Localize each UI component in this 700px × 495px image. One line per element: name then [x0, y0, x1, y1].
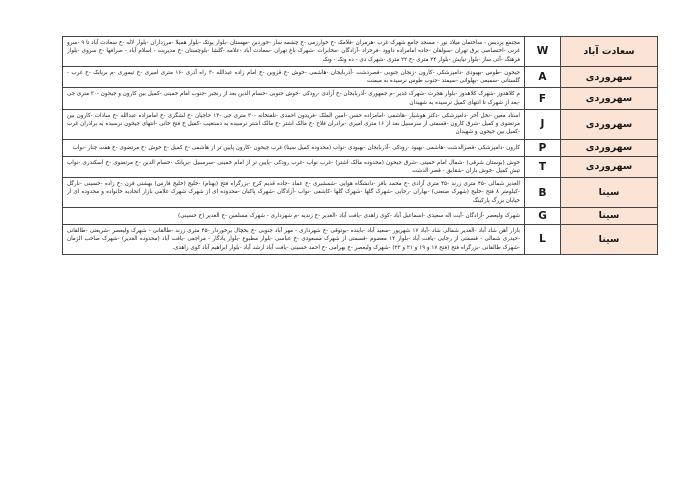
table-row — [63, 88, 658, 110]
table-row — [63, 139, 658, 156]
area-list-cell: مجتمع پردیس - ساختمان میلاد نور - مسجد جامع شهرک غرب -هرمزان -فلامک -خ خوارزمی -خ چشمه ساز -خوردین -مهستان -بلوار پونک -بلوار همیلا -مرزداران -بلوار لاله -خ سعادت آباد تا ۹ -سرو غربی -اختصاصی برق تهران -سولقان -جاده امامزاده داوود -فرحزاد -آزادگان -مخابرات -شهرک باغ تهران -سعادت آباد -علامه -گلشا -بلوچستان -خ مدیریت - اسلام آباد - صرافها -خ سروی -بلوار فرهنگ -آتی ساز -بلوار نیایش -بلوار ۲۴ متری -خ ۲۲ متری -شهرک دی - ده ونک - ونک — [63, 37, 525, 67]
table-row — [63, 109, 658, 139]
region-name-cell: سهروردی — [561, 139, 658, 156]
zone-code-cell: B — [525, 178, 561, 208]
area-list-cell: جیحون -طوس -بهبودی -دامپزشکی -کارون -زنجان جنوبی -قصردشت -آذربایجان -هاشمی -خوش -خ قزوین -خ امام زاده عبدالله -۳ راه آذری -۱۶ متری امیری -خ تیموری -م بریانک -خ غرب - گلستانی -سمیعی -بهلوانی -سیمتد -جنوب طوس نرسیده به میمنت — [63, 66, 525, 88]
area-list-cell: الغدیر شمالی -۴۵ متری زرند -۴۵ متری آزادی -خ محمد باقر -دانشگاه هوایی -شمشیری -خ عماد -جاده قدیم کرج -بزرگراه فتح (بهنام) -خلیج (خلیج فارس) بهشتی قرن -خ زاده -حسینی -نارگل -کیلومتر ۸ فتح -خلیج (شهرک صنعتی) -بهاران -رجایی -شهرک گلها -شهرک گلها -کاشفی -نواب -آزادگان -شهرک پاکبان -محدوده ای از شهرک شهرک غلامی بازار اتحادیه خانواده و محدوده ای از خیابان بزرگ پارکینگ — [63, 178, 525, 208]
zone-code-cell: A — [525, 66, 561, 88]
table-row — [63, 178, 658, 208]
table-row — [63, 66, 658, 88]
zone-code-cell: L — [525, 224, 561, 254]
area-list-cell: م کلاهدوز -شهرک کلاهدوز -بلوار هجرت -شهرک غدیر -م جمهوری -آذربایجان -خ آزادی -رودکی -خوش جنوبی -حسام الدین بعد از رنجبر -جنوب امام خمینی -کمیل بین کارون و جیحون -۳۰ متری جی -بعد از شهرک تا انتهای کمیل نرسیده به شهیدان — [63, 88, 525, 110]
table-row — [63, 156, 658, 178]
table-row — [63, 207, 658, 224]
region-name-cell: سینا — [561, 207, 658, 224]
zone-code-cell: P — [525, 139, 561, 156]
region-name-cell: سهروردی — [561, 109, 658, 139]
service-areas-table — [62, 36, 658, 255]
area-list-cell: کارون -دامپزشکی -قصرالدشت -هاشمی -بهبود -رودکی -آذربایجان -بهبودی -نواب (محدوده کمیل سینا) غرب جیحون -کارون پایین تر از هاشمی -خ کمیل -خ خوش -خ مرتضوی -خ هفت چنار -نواب — [63, 139, 525, 156]
region-name-cell: سهروردی — [561, 66, 658, 88]
area-list-cell: شهرک ولیعصر -آزادگان -آیت اله سعیدی -اسماعیل آباد -کوی زاهدی -یافت آباد -الغدیر -خ زندیه -م شهرداری - شهرک مسلمین -خ الغدیر (خ حسینی) — [63, 207, 525, 224]
table-body — [63, 37, 658, 255]
region-name-cell: سهروردی — [561, 88, 658, 110]
table-row — [63, 37, 658, 67]
zone-code-cell: J — [525, 109, 561, 139]
area-list-cell: خوش (بوستان شرقی) -شمال امام خمینی -شرق جیحون (محدوده مالک اشتر) -غرب نواب -غرب رودکی -پایین تر از امام خمینی -سرسبیل -بریانک -حسام الدین -خ مرتضوی -خ اسکندری -نواب تیش کمیل -خوش باران -شقایق - قصر الدشت — [63, 156, 525, 178]
region-name-cell: سعادت آباد — [561, 37, 658, 67]
region-name-cell: سهروردی — [561, 156, 658, 178]
zone-code-cell: F — [525, 88, 561, 110]
zone-code-cell: T — [525, 156, 561, 178]
zone-code-cell: W — [525, 37, 561, 67]
zone-code-cell: G — [525, 207, 561, 224]
area-list-cell: بازار آهن شاد آباد -الغدیر شمالی شاد -آباد ۱۷ شهریور -سعید آباد -بابنده -بوتوقی -خ شهرداری - مهر آباد جنوبی -خ بخچال برخوردار -۴۵ متری زرند -طالقانی - شهرک ولیعصر -شریعتی -طالقانی -حیدری شمالی - قسمتی از رجایی -یافت آباد -بلوار ۱۴ معصوم -قسمتی از شهرک مسعودی -خ عباسی -بلوار مطبوع -بلوار یادگار - مراجعی -یافت آباد (محدوده الغدیر) -شهرک صاحب الزمان -شهرک طالقانی -بزرگراه فتح (فتح ۱۷ و ۱۹ و ۲۱ و ۲۳) -شهرک ولیعصر -خ بهرامی -خ احمد حسینی -یافت آباد ارشد آباد -بلوار ابراهیم آباد کوی زاهدی. — [63, 224, 525, 254]
region-name-cell: سینا — [561, 224, 658, 254]
region-name-cell: سینا — [561, 178, 658, 208]
table-row — [63, 224, 658, 254]
area-list-cell: استاد معین -نخل آخر -دامپزشکی -دکتر هوشیار -هاشمی -امامزاده حسن -امین الملک -فریدون احمدی -تلفنخانه -۳۰ متری جی -۱۳ حاجیان -خ لشگری -خ امامزاده عبدالله -خ سادات -کارون بین مرتضوی و کمیل -شرق کارون -قسمتی از سرسبیل بعد از ۱۶ متری امیری -برادران فلاح -خ مالک اشتر -خ مالک اشتر نرسیده به دستغیب -کمیل خ فتح خانی -انتهای جیحون نرسیده به برادران غرب -کمیل بین جیحون و شهیدان — [63, 109, 525, 139]
